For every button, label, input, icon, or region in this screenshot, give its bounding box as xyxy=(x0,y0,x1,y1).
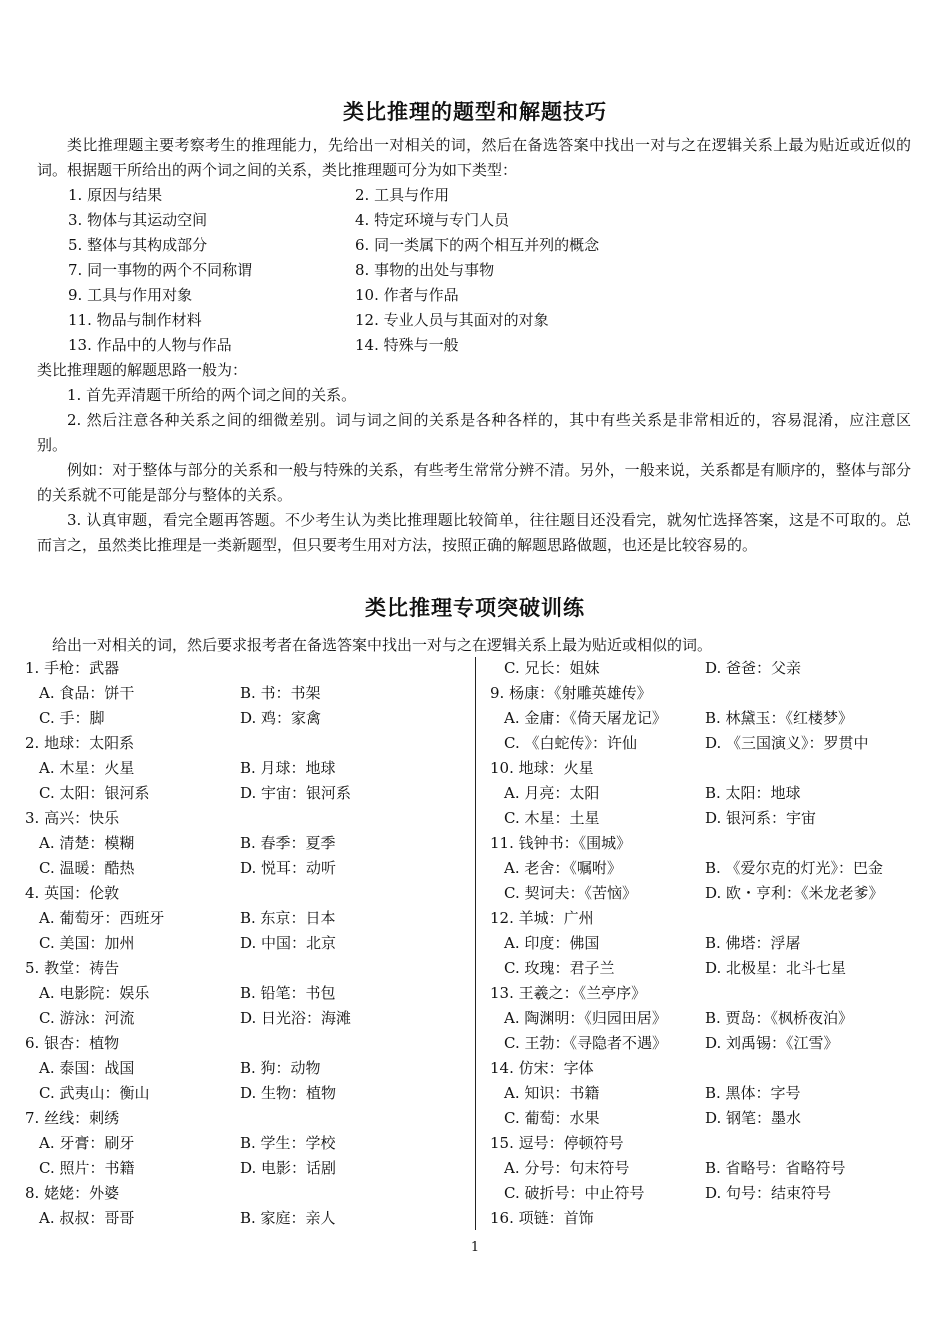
question-stem xyxy=(25,731,465,756)
answer-option: C. 兄长：姐妹 xyxy=(504,659,600,677)
answer-options-row xyxy=(25,931,465,956)
question-stem xyxy=(25,1181,465,1206)
question-stem xyxy=(490,1131,930,1156)
answer-options-row xyxy=(25,1156,465,1181)
question-type-item: 9. 工具与作用对象 xyxy=(68,286,193,304)
answer-options-row xyxy=(25,781,465,806)
answer-option: B. 太阳：地球 xyxy=(705,784,801,802)
question-type-item: 2. 工具与作用 xyxy=(355,186,450,204)
answer-option: D. 爸爸：父亲 xyxy=(705,659,802,677)
answer-options-row xyxy=(490,781,930,806)
answer-options-row xyxy=(490,1181,930,1206)
section1-intro: 类比推理题主要考察考生的推理能力，先给出一对相关的词，然后在备选答案中找出一对与之在逻辑关系上最为贴近或近似的词。根据题干所给出的两个词之间的关系，类比推理题可分为如下类型： xyxy=(37,136,911,179)
answer-option: B. 贾岛：《枫桥夜泊》 xyxy=(705,1009,854,1027)
section2-intro: 给出一对相关的词，然后要求报考者在备选答案中找出一对与之在逻辑关系上最为贴近或相似的词。 xyxy=(52,636,713,654)
answer-options-row xyxy=(25,981,465,1006)
answer-option: D. 宇宙：银河系 xyxy=(240,784,352,802)
answer-option: A. 牙膏：刷牙 xyxy=(39,1134,135,1152)
question-stem-text: 16. 项链：首饰 xyxy=(490,1209,594,1227)
question-stem-text: 3. 高兴：快乐 xyxy=(25,809,120,827)
answer-option: D. 日光浴：海滩 xyxy=(240,1009,352,1027)
answer-options-row xyxy=(25,831,465,856)
question-type-item: 3. 物体与其运动空间 xyxy=(68,211,208,229)
answer-option: A. 老舍：《嘱咐》 xyxy=(504,859,622,877)
question-stem xyxy=(25,956,465,981)
question-stem xyxy=(490,756,930,781)
answer-option: C. 契诃夫：《苦恼》 xyxy=(504,884,637,902)
question-stem-text: 8. 姥姥：外婆 xyxy=(25,1184,120,1202)
answer-options-row xyxy=(25,1056,465,1081)
question-stem-text: 6. 银杏：植物 xyxy=(25,1034,120,1052)
question-stem xyxy=(490,1206,930,1231)
answer-option: D. 刘禹锡：《江雪》 xyxy=(705,1034,839,1052)
answer-option: B. 学生：学校 xyxy=(240,1134,336,1152)
answer-option: D. 电影：话剧 xyxy=(240,1159,337,1177)
answer-options-row xyxy=(490,806,930,831)
question-stem xyxy=(25,1031,465,1056)
answer-options-row xyxy=(490,856,930,881)
question-stem xyxy=(25,656,465,681)
question-type-item: 6. 同一类属下的两个相互并列的概念 xyxy=(355,236,600,254)
question-stem-text: 2. 地球：太阳系 xyxy=(25,734,135,752)
question-stem-text: 13. 王羲之：《兰亭序》 xyxy=(490,984,647,1002)
answer-option: C. 美国：加州 xyxy=(39,934,135,952)
answer-option: D. 句号：结束符号 xyxy=(705,1184,832,1202)
answer-option: A. 金庸：《倚天屠龙记》 xyxy=(504,709,667,727)
answer-options-row xyxy=(490,1081,930,1106)
section1-title: 类比推理的题型和解题技巧 xyxy=(343,100,607,124)
answer-options-row xyxy=(25,1081,465,1106)
answer-option: A. 葡萄牙：西班牙 xyxy=(39,909,165,927)
answer-option: B. 狗：动物 xyxy=(240,1059,321,1077)
approach-item: 2. 然后注意各种关系之间的细微差别。词与词之间的关系是各种各样的，其中有些关系是非常相近的，容易混淆，应注意区别。 xyxy=(37,411,911,454)
answer-options-row xyxy=(490,931,930,956)
question-types-list xyxy=(68,183,668,358)
answer-option: C. 武夷山：衡山 xyxy=(39,1084,150,1102)
question-stem-text: 9. 杨康：《射雕英雄传》 xyxy=(490,684,652,702)
question-type-item: 8. 事物的出处与事物 xyxy=(355,261,495,279)
answer-option: C. 温暖：酷热 xyxy=(39,859,135,877)
answer-option: A. 木星：火星 xyxy=(39,759,135,777)
question-stem xyxy=(490,681,930,706)
question-stem-text: 14. 仿宋：字体 xyxy=(490,1059,594,1077)
answer-option: D. 欧・亨利：《米龙老爹》 xyxy=(705,884,884,902)
approach-item: 例如：对于整体与部分的关系和一般与特殊的关系，有些考生常常分辨不清。另外，一般来说，关系都是有顺序的，整体与部分的关系就不可能是部分与整体的关系。 xyxy=(37,461,911,504)
answer-option: B. 书：书架 xyxy=(240,684,321,702)
question-stem-text: 1. 手枪：武器 xyxy=(25,659,120,677)
answer-option: D. 生物：植物 xyxy=(240,1084,337,1102)
questions-right-column xyxy=(490,656,930,1231)
answer-option: B. 省略号：省略符号 xyxy=(705,1159,846,1177)
answer-option: D. 北极星：北斗七星 xyxy=(705,959,847,977)
answer-option: B. 春季：夏季 xyxy=(240,834,336,852)
answer-option: C. 王勃：《寻隐者不遇》 xyxy=(504,1034,667,1052)
answer-option: A. 分号：句末符号 xyxy=(504,1159,630,1177)
question-type-item: 7. 同一事物的两个不同称谓 xyxy=(68,261,253,279)
question-stem xyxy=(25,1106,465,1131)
answer-option: D. 银河系：宇宙 xyxy=(705,809,817,827)
answer-options-row xyxy=(25,681,465,706)
questions-left-column xyxy=(25,656,465,1231)
answer-option: C. 玫瑰：君子兰 xyxy=(504,959,615,977)
answer-options-row xyxy=(490,706,930,731)
question-stem xyxy=(490,831,930,856)
answer-option: C. 太阳：银河系 xyxy=(39,784,150,802)
approach-heading: 类比推理题的解题思路一般为： xyxy=(37,361,248,379)
answer-options-row xyxy=(490,1006,930,1031)
answer-option: B. 《爱尔克的灯光》：巴金 xyxy=(705,859,884,877)
approach-item: 1. 首先弄清题干所给的两个词之间的关系。 xyxy=(67,386,357,404)
answer-option: A. 清楚：模糊 xyxy=(39,834,135,852)
question-type-item: 1. 原因与结果 xyxy=(68,186,163,204)
answer-options-row xyxy=(490,1031,930,1056)
answer-option: A. 知识：书籍 xyxy=(504,1084,600,1102)
question-stem-text: 7. 丝线：刺绣 xyxy=(25,1109,120,1127)
question-type-item: 11. 物品与制作材料 xyxy=(68,311,202,329)
answer-option: D. 钢笔：墨水 xyxy=(705,1109,802,1127)
question-stem xyxy=(490,906,930,931)
answer-options-row xyxy=(490,731,930,756)
answer-option: A. 食品：饼干 xyxy=(39,684,135,702)
question-stem xyxy=(25,881,465,906)
answer-option: B. 东京：日本 xyxy=(240,909,336,927)
question-stem-text: 11. 钱钟书：《围城》 xyxy=(490,834,632,852)
answer-option: B. 家庭：亲人 xyxy=(240,1209,336,1227)
answer-option: D. 悦耳：动听 xyxy=(240,859,337,877)
answer-options-row xyxy=(25,1006,465,1031)
answer-option: A. 月亮：太阳 xyxy=(504,784,600,802)
answer-option: A. 电影院：娱乐 xyxy=(39,984,150,1002)
question-type-item: 12. 专业人员与其面对的对象 xyxy=(355,311,549,329)
answer-option: B. 黑体：字号 xyxy=(705,1084,801,1102)
answer-option: D. 《三国演义》：罗贯中 xyxy=(705,734,869,752)
question-stem-text: 15. 逗号：停顿符号 xyxy=(490,1134,624,1152)
answer-option: B. 月球：地球 xyxy=(240,759,336,777)
question-stem-text: 5. 教堂：祷告 xyxy=(25,959,120,977)
answer-options-row xyxy=(25,1206,465,1231)
answer-option: B. 佛塔：浮屠 xyxy=(705,934,801,952)
answer-option: B. 林黛玉：《红楼梦》 xyxy=(705,709,854,727)
approach-list xyxy=(37,383,911,558)
answer-option: D. 鸡：家禽 xyxy=(240,709,322,727)
question-type-item: 5. 整体与其构成部分 xyxy=(68,236,208,254)
question-type-item: 4. 特定环境与专门人员 xyxy=(355,211,510,229)
answer-option: A. 印度：佛国 xyxy=(504,934,600,952)
answer-option: B. 铅笔：书包 xyxy=(240,984,336,1002)
question-stem xyxy=(490,1056,930,1081)
answer-option: C. 照片：书籍 xyxy=(39,1159,135,1177)
answer-option: C. 葡萄：水果 xyxy=(504,1109,600,1127)
answer-option: C. 手：脚 xyxy=(39,709,105,727)
page-number: 1 xyxy=(470,1240,480,1255)
question-type-item: 13. 作品中的人物与作品 xyxy=(68,336,232,354)
answer-option: C. 游泳：河流 xyxy=(39,1009,135,1027)
answer-option: C. 破折号：中止符号 xyxy=(504,1184,645,1202)
answer-option: C. 木星：土星 xyxy=(504,809,600,827)
answer-options-row xyxy=(25,906,465,931)
question-stem xyxy=(25,806,465,831)
question-stem-text: 4. 英国：伦敦 xyxy=(25,884,120,902)
answer-options-row xyxy=(490,1106,930,1131)
answer-options-row xyxy=(490,1156,930,1181)
answer-options-row xyxy=(25,856,465,881)
section2-title: 类比推理专项突破训练 xyxy=(365,596,585,620)
question-type-item: 14. 特殊与一般 xyxy=(355,336,459,354)
question-type-item: 10. 作者与作品 xyxy=(355,286,459,304)
answer-options-row xyxy=(25,1131,465,1156)
answer-option: A. 叔叔：哥哥 xyxy=(39,1209,135,1227)
answer-option: A. 泰国：战国 xyxy=(39,1059,135,1077)
question-stem-text: 12. 羊城：广州 xyxy=(490,909,594,927)
answer-option: A. 陶渊明：《归园田居》 xyxy=(504,1009,667,1027)
question-stem xyxy=(490,981,930,1006)
column-divider xyxy=(475,657,476,1230)
answer-options-row xyxy=(490,656,930,681)
answer-option: D. 中国：北京 xyxy=(240,934,337,952)
approach-item: 3. 认真审题，看完全题再答题。不少考生认为类比推理题比较简单，往往题目还没看完，就匆忙选择答案，这是不可取的。总而言之，虽然类比推理是一类新题型，但只要考生用对方法，按照正确的解题思路做题，也还是比较容易的。 xyxy=(37,511,911,554)
answer-options-row xyxy=(25,706,465,731)
answer-option: C. 《白蛇传》：许仙 xyxy=(504,734,637,752)
question-stem-text: 10. 地球：火星 xyxy=(490,759,594,777)
answer-options-row xyxy=(490,956,930,981)
answer-options-row xyxy=(490,881,930,906)
answer-options-row xyxy=(25,756,465,781)
